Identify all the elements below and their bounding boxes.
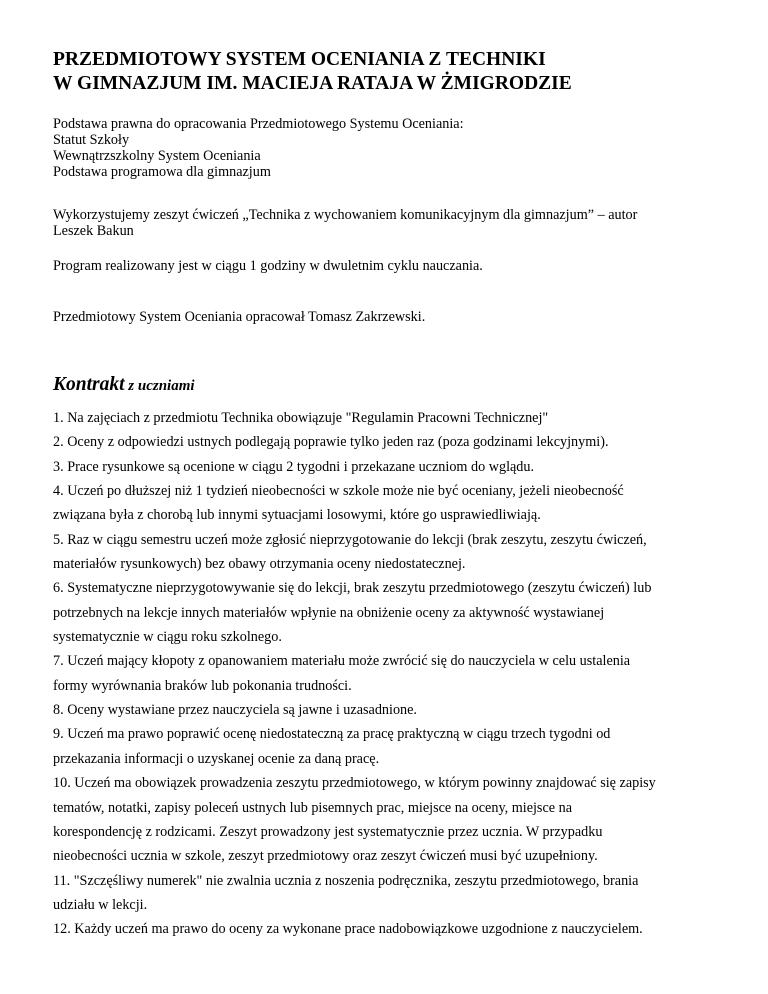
- contract-item: [53, 917, 753, 941]
- contract-item-line: tematów, notatki, zapisy poleceń ustnych lub pisemnych prac, miejsce na oceny, miejsce na: [53, 799, 572, 816]
- title-line: W GIMNAZJUM IM. MACIEJA RATAJA W ŻMIGRODZIE: [53, 73, 572, 94]
- contract-item-line: korespondencję z rodzicami. Zeszyt prowadzony jest systematycznie przez ucznia. W przypadku: [53, 823, 603, 840]
- program-paragraph: [53, 258, 483, 274]
- contract-item: [53, 722, 753, 771]
- contract-heading: [53, 370, 195, 397]
- author-line: Przedmiotowy System Oceniania opracował Tomasz Zakrzewski.: [53, 309, 426, 325]
- contract-item: [53, 528, 753, 577]
- contract-item-line: 2. Oceny z odpowiedzi ustnych podlegają poprawie tylko jeden raz (poza godzinami lekcyjnymi).: [53, 434, 609, 451]
- contract-item-line: formy wyrównania braków lub pokonania trudności.: [53, 677, 352, 694]
- contract-item-line: 8. Oceny wystawiane przez nauczyciela są jawne i uzasadnione.: [53, 702, 417, 719]
- workbook-paragraph: [53, 207, 637, 239]
- legal-basis-block: [53, 116, 464, 180]
- contract-item-line: związana była z chorobą lub innymi sytuacjami losowymi, które go usprawiedliwiają.: [53, 507, 541, 524]
- contract-item: [53, 771, 753, 868]
- contract-item-line: 3. Prace rysunkowe są ocenione w ciągu 2 tygodni i przekazane uczniom do wglądu.: [53, 458, 535, 475]
- contract-item-line: 11. "Szczęśliwy numerek" nie zwalnia ucznia z noszenia podręcznika, zeszytu przedmiotowego, brania: [53, 872, 639, 889]
- legal-basis-line: Statut Szkoły: [53, 132, 130, 148]
- contract-item-line: 12. Każdy uczeń ma prawo do oceny za wykonane prace nadobowiązkowe uzgodnione z nauczycielem.: [53, 921, 643, 938]
- contract-item-line: udziału w lekcji.: [53, 896, 148, 913]
- contract-item-line: materiałów rysunkowych) bez obawy otrzymania oceny niedostatecznej.: [53, 556, 466, 573]
- contract-item-line: 6. Systematyczne nieprzygotowywanie się do lekcji, brak zeszytu przedmiotowego (zeszytu ćwiczeń) lub: [53, 580, 652, 597]
- contract-item: [53, 430, 753, 454]
- contract-item: [53, 479, 753, 528]
- contract-item-line: systematycznie w ciągu roku szkolnego.: [53, 629, 282, 646]
- legal-basis-line: Podstawa prawna do opracowania Przedmiotowego Systemu Oceniania:: [53, 116, 464, 132]
- workbook-line: Leszek Bakun: [53, 223, 134, 239]
- contract-item-line: potrzebnych na lekcje innych materiałów wpłynie na obniżenie oceny za aktywność wystawianej: [53, 604, 605, 621]
- contract-item: [53, 455, 753, 479]
- contract-item-line: 10. Uczeń ma obowiązek prowadzenia zeszytu przedmiotowego, w którym powinny znajdować się zapisy: [53, 775, 656, 792]
- contract-item-line: nieobecności ucznia w szkole, zeszyt przedmiotowy oraz zeszyt ćwiczeń musi być uzupełniony.: [53, 848, 598, 865]
- title-line: PRZEDMIOTOWY SYSTEM OCENIANIA Z TECHNIKI: [53, 49, 546, 70]
- contract-item-line: 4. Uczeń po dłuższej niż 1 tydzień nieobecności w szkole może nie być oceniany, jeżeli nieobecność: [53, 483, 624, 500]
- contract-heading-sub: z uczniami: [124, 378, 195, 394]
- legal-basis-line: Wewnątrzszkolny System Oceniania: [53, 148, 261, 164]
- page-title: [53, 48, 572, 96]
- legal-basis-line: Podstawa programowa dla gimnazjum: [53, 164, 271, 180]
- contract-item-line: 5. Raz w ciągu semestru uczeń może zgłosić nieprzygotowanie do lekcji (brak zeszytu, zeszytu ćwiczeń,: [53, 531, 647, 548]
- contract-list: [53, 406, 753, 942]
- contract-item-line: 1. Na zajęciach z przedmiotu Technika obowiązuje "Regulamin Pracowni Technicznej": [53, 410, 549, 426]
- author-paragraph: [53, 309, 425, 325]
- workbook-line: Wykorzystujemy zeszyt ćwiczeń „Technika z wychowaniem komunikacyjnym dla gimnazjum” – autor: [53, 207, 638, 223]
- contract-item: [53, 576, 753, 649]
- contract-item-line: 7. Uczeń mający kłopoty z opanowaniem materiału może zwrócić się do nauczyciela w celu ustalenia: [53, 653, 631, 670]
- contract-item: [53, 698, 753, 722]
- program-line: Program realizowany jest w ciągu 1 godziny w dwuletnim cyklu nauczania.: [53, 258, 483, 274]
- contract-item: [53, 406, 753, 430]
- contract-item-line: 9. Uczeń ma prawo poprawić ocenę niedostateczną za pracę praktyczną w ciągu trzech tygodni od: [53, 726, 611, 743]
- contract-item: [53, 649, 753, 698]
- contract-item-line: przekazania informacji o uzyskanej ocenie za daną pracę.: [53, 750, 380, 767]
- contract-item: [53, 869, 753, 918]
- contract-heading-main: Kontrakt: [53, 374, 125, 395]
